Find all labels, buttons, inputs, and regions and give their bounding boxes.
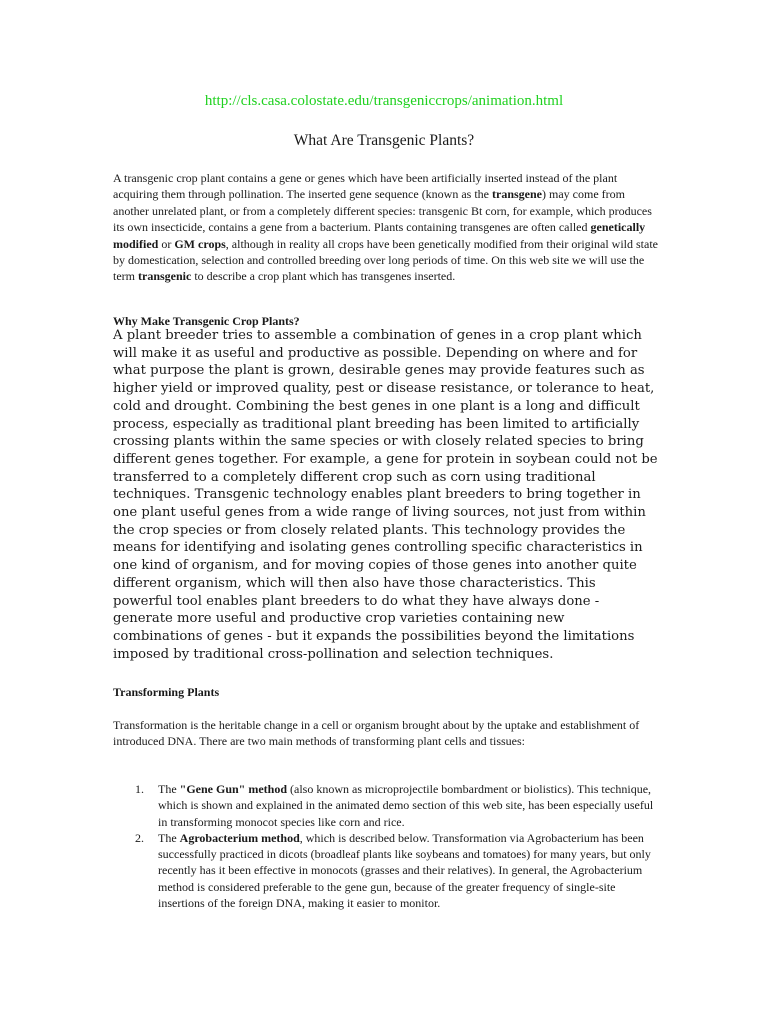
transforming-paragraph: Transformation is the heritable change in a cell or organism brought about by the uptake and establishment of introduced DNA. There are two main methods of transforming plant cells and tissues: — [113, 718, 640, 749]
list-item — [113, 781, 658, 830]
intro-text-2: ) may come from another unrelated plant, or from a completely different species: transgenic Bt corn, for example, which produces its own insecticide, contains a gene from a bacterium. Plants containing transgenes are often called — [113, 187, 652, 235]
intro-text-3: or — [158, 236, 175, 251]
why-heading: Why Make Transgenic Crop Plants? — [113, 314, 300, 328]
method-text-pre: The — [158, 782, 180, 796]
source-url-link[interactable]: http://cls.casa.colostate.edu/transgeniccrops/animation.html — [204, 93, 564, 109]
intro-term-transgenic: transgenic — [138, 269, 192, 284]
intro-text-4: , although in reality all crops have been genetically modified from their original wild state by domestication, selection and controlled breeding over long periods of time. On this web site we will use the term — [113, 236, 658, 284]
method-description: (also known as microprojectile bombardment or biolistics). This technique, which is shown and explained in the animated demo section of this web site, has been especially useful in transforming monocot species like corn and rice. — [158, 782, 654, 829]
method-name-gene-gun: "Gene Gun" method — [179, 782, 287, 796]
list-item — [113, 830, 658, 911]
list-number: 1. — [135, 782, 144, 796]
page-title: What Are Transgenic Plants? — [293, 132, 475, 149]
intro-term-transgene: transgene — [492, 187, 543, 202]
list-number: 2. — [135, 830, 144, 845]
intro-text-5: to describe a crop plant which has transgenes inserted. — [191, 269, 456, 284]
method-description: , which is described below. Transformation via Agrobacterium has been successfully practiced in dicots (broadleaf plants like soybeans and tomatoes) for many years, but only recently has it been effective in monocots (grasses and their relatives). In general, the Agrobacterium method is considered preferable to the gene gun, because of the greater frequency of single-site insertions of the foreign DNA, making it easier to monitor. — [158, 830, 651, 911]
intro-term-gm-crops: GM crops — [174, 236, 226, 251]
why-paragraph: A plant breeder tries to assemble a combination of genes in a crop plant which will make it as useful and productive as possible. Depending on where and for what purpose the plant is grown, desirable genes may provide features such as higher yield or improved quality, pest or disease resistance, or tolerance to heat, cold and drought. Combining the best genes in one plant is a long and difficult process, especially as traditional plant breeding has been limited to artificially crossing plants within the same species or with closely related species to bring different genes together. For example, a gene for protein in soybean could not be transferred to a completely different crop such as corn using traditional techniques. Transgenic technology enables plant breeders to bring together in one plant useful genes from a wide range of living sources, not just from within the crop species or from closely related plants. This technology provides the means for identifying and isolating genes controlling specific characteristics in one kind of organism, and for moving copies of those genes into another quite different organism, which will then also have those characteristics. This powerful tool enables plant breeders to do what they have always done - generate more useful and productive crop varieties containing new combinations of genes - but it expands the possibilities beyond the limitations imposed by traditional cross-pollination and selection techniques. — [113, 328, 658, 662]
intro-paragraph — [113, 170, 658, 285]
transforming-heading: Transforming Plants — [113, 685, 220, 699]
intro-text-1: A transgenic crop plant contains a gene or genes which have been artificially inserted instead of the plant acquiring them through pollination. The inserted gene sequence (known as the — [113, 171, 618, 202]
intro-term-genetically-modified: genetically modified — [113, 220, 646, 251]
method-text-pre: The — [158, 830, 180, 845]
method-name-agrobacterium: Agrobacterium method — [179, 830, 300, 845]
methods-list — [113, 781, 658, 911]
